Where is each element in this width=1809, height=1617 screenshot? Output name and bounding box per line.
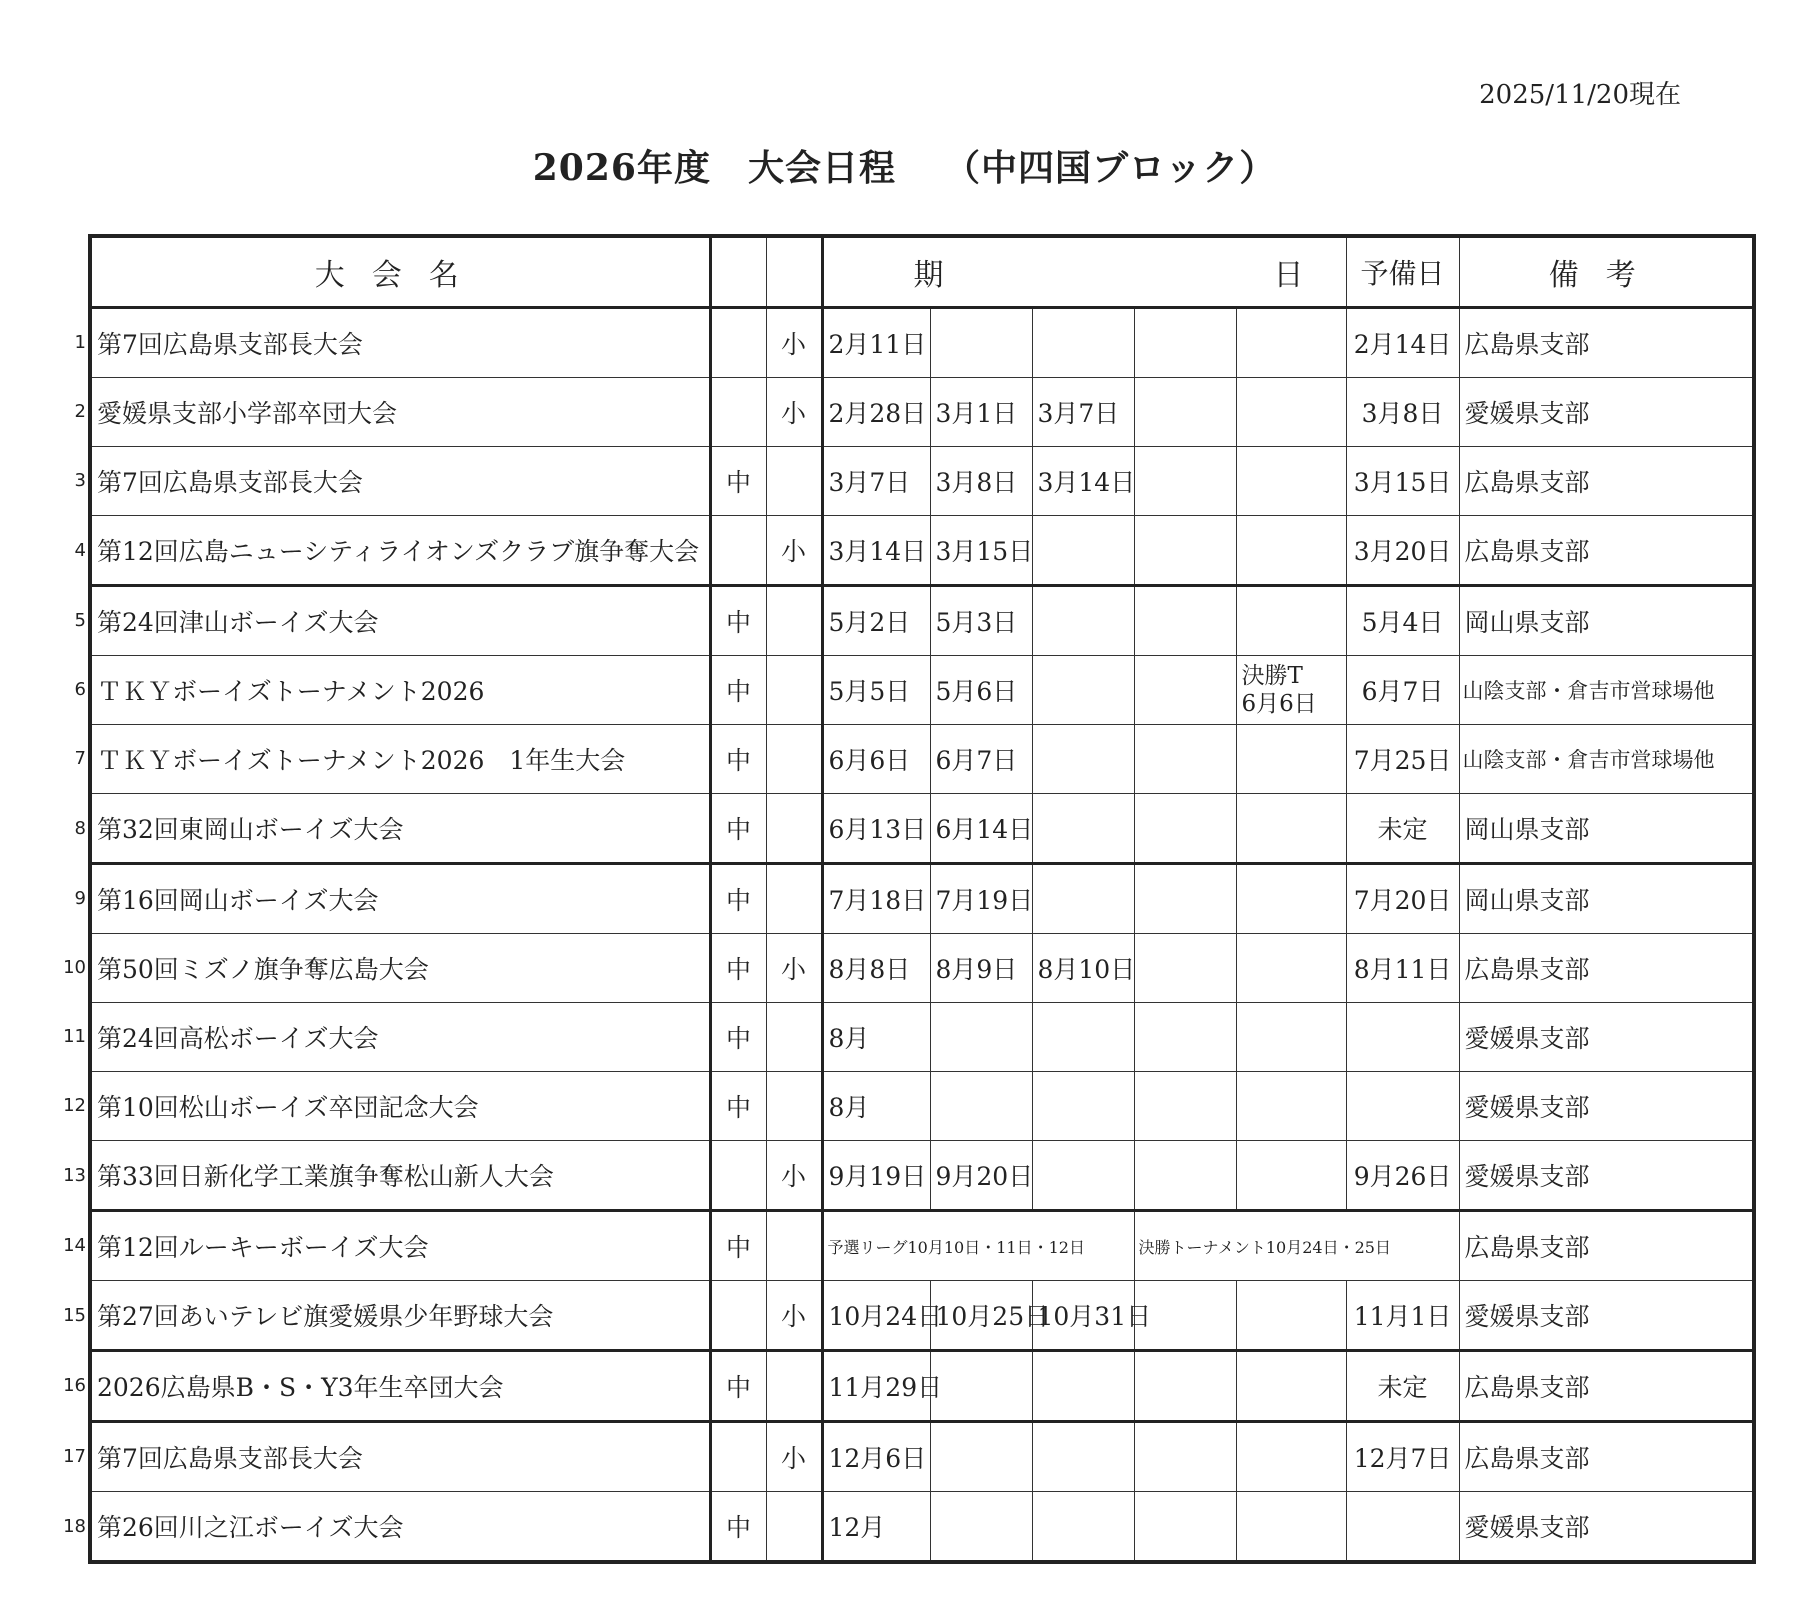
row-number: 11 [63, 1026, 86, 1047]
date-3 [1032, 864, 1134, 934]
tournament-name: 第27回あいテレビ旗愛媛県少年野球大会 [90, 1281, 710, 1351]
notes: 広島県支部 [1459, 1351, 1754, 1422]
date-4 [1134, 1351, 1236, 1422]
dates-prelim: 予選リーグ10月10日・11日・12日 [822, 1211, 1134, 1281]
notes: 広島県支部 [1459, 1422, 1754, 1492]
date-4 [1134, 447, 1236, 516]
date-2 [930, 1003, 1032, 1072]
date-2: 10月25日 [930, 1281, 1032, 1351]
row-number: 16 [63, 1375, 86, 1396]
table-row [90, 586, 1754, 656]
reserve-date: 未定 [1346, 794, 1459, 864]
date-2: 8月9日 [930, 934, 1032, 1003]
date-5 [1236, 1492, 1346, 1563]
notes: 愛媛県支部 [1459, 378, 1754, 447]
header-mid [710, 236, 766, 308]
date-2 [930, 1422, 1032, 1492]
reserve-date: 7月25日 [1346, 725, 1459, 794]
date-4 [1134, 378, 1236, 447]
elementary-flag [766, 1072, 822, 1141]
elementary-flag: 小 [766, 516, 822, 586]
tournament-name: ＴＫＹボーイズトーナメント2026 1年生大会 [90, 725, 710, 794]
header-notes: 備考 [1459, 236, 1754, 308]
elementary-flag [766, 1211, 822, 1281]
date-3 [1032, 725, 1134, 794]
date-3 [1032, 1072, 1134, 1141]
date-5 [1236, 1422, 1346, 1492]
tournament-name: 第33回日新化学工業旗争奪松山新人大会 [90, 1141, 710, 1211]
middle-school-flag [710, 1141, 766, 1211]
table-row [90, 864, 1754, 934]
elementary-flag [766, 725, 822, 794]
date-2: 6月7日 [930, 725, 1032, 794]
header-dates-right: 日 [1273, 258, 1304, 293]
date-3 [1032, 1492, 1134, 1563]
tournament-name: 愛媛県支部小学部卒団大会 [90, 378, 710, 447]
notes: 愛媛県支部 [1459, 1072, 1754, 1141]
date-3 [1032, 1351, 1134, 1422]
date-3 [1032, 1141, 1134, 1211]
date-5 [1236, 1141, 1346, 1211]
table-row [90, 1281, 1754, 1351]
tournament-name: 第10回松山ボーイズ卒団記念大会 [90, 1072, 710, 1141]
table-row [90, 1211, 1754, 1281]
date-5 [1236, 1281, 1346, 1351]
date-1: 8月 [822, 1003, 930, 1072]
middle-school-flag: 中 [710, 1072, 766, 1141]
date-1: 12月6日 [822, 1422, 930, 1492]
date-5 [1236, 378, 1346, 447]
date-5-line-1: 決勝T [1241, 663, 1303, 689]
reserve-date [1346, 1072, 1459, 1141]
date-4 [1134, 1422, 1236, 1492]
title-block: （中四国ブロック） [943, 147, 1277, 189]
reserve-date: 11月1日 [1346, 1281, 1459, 1351]
row-number: 14 [63, 1234, 86, 1256]
date-2 [930, 308, 1032, 378]
date-1: 6月13日 [822, 794, 930, 864]
elementary-flag [766, 447, 822, 516]
date-3 [1032, 308, 1134, 378]
row-number: 6 [74, 679, 86, 700]
table-row [90, 1492, 1754, 1563]
notes: 愛媛県支部 [1459, 1492, 1754, 1563]
table-row [90, 1141, 1754, 1211]
tournament-name: 第12回ルーキーボーイズ大会 [90, 1211, 710, 1281]
table-row [90, 308, 1754, 378]
header-name: 大会名 [90, 236, 710, 308]
as-of-date: 2025/11/20現在 [1479, 80, 1681, 110]
middle-school-flag: 中 [710, 586, 766, 656]
table-row [90, 656, 1754, 725]
date-5 [1236, 725, 1346, 794]
elementary-flag: 小 [766, 1141, 822, 1211]
table-row [90, 447, 1754, 516]
row-number: 10 [63, 957, 86, 978]
date-2 [930, 1072, 1032, 1141]
notes: 岡山県支部 [1459, 794, 1754, 864]
date-5 [1236, 1072, 1346, 1141]
reserve-date: 2月14日 [1346, 308, 1459, 378]
date-1: 8月8日 [822, 934, 930, 1003]
notes: 広島県支部 [1459, 308, 1754, 378]
date-2 [930, 1351, 1032, 1422]
tournament-name: 第12回広島ニューシティライオンズクラブ旗争奪大会 [90, 516, 710, 586]
date-2: 6月14日 [930, 794, 1032, 864]
date-2: 3月1日 [930, 378, 1032, 447]
reserve-date: 3月20日 [1346, 516, 1459, 586]
date-1: 5月5日 [822, 656, 930, 725]
table-row [90, 725, 1754, 794]
elementary-flag [766, 1492, 822, 1563]
elementary-flag [766, 586, 822, 656]
date-1: 8月 [822, 1072, 930, 1141]
date-4 [1134, 656, 1236, 725]
header-dates-left: 期 [913, 258, 944, 293]
middle-school-flag [710, 1422, 766, 1492]
row-number: 12 [63, 1095, 86, 1116]
table-row [90, 1003, 1754, 1072]
date-5-line-2: 6月6日 [1241, 691, 1317, 717]
middle-school-flag [710, 516, 766, 586]
table-body [90, 308, 1754, 1563]
date-2: 3月15日 [930, 516, 1032, 586]
date-3 [1032, 1003, 1134, 1072]
date-1: 5月2日 [822, 586, 930, 656]
middle-school-flag: 中 [710, 447, 766, 516]
tournament-name: 第24回高松ボーイズ大会 [90, 1003, 710, 1072]
dates-final: 決勝トーナメント10月24日・25日 [1134, 1211, 1459, 1281]
tournament-name: 第7回広島県支部長大会 [90, 1422, 710, 1492]
row-number: 2 [74, 401, 86, 422]
tournament-name: 第7回広島県支部長大会 [90, 308, 710, 378]
date-4 [1134, 586, 1236, 656]
elementary-flag [766, 864, 822, 934]
table-row [90, 934, 1754, 1003]
table-row [90, 1072, 1754, 1141]
tournament-name: 第7回広島県支部長大会 [90, 447, 710, 516]
page-title [0, 140, 1809, 191]
date-4 [1134, 1003, 1236, 1072]
date-1: 11月29日 [822, 1351, 930, 1422]
elementary-flag: 小 [766, 308, 822, 378]
row-number: 1 [74, 331, 86, 353]
elementary-flag: 小 [766, 1281, 822, 1351]
date-2: 3月8日 [930, 447, 1032, 516]
header-dates [822, 236, 1346, 308]
date-1: 12月 [822, 1492, 930, 1563]
date-5 [1236, 1351, 1346, 1422]
date-5 [1236, 1003, 1346, 1072]
reserve-date: 未定 [1346, 1351, 1459, 1422]
date-3: 3月14日 [1032, 447, 1134, 516]
date-5 [1236, 308, 1346, 378]
middle-school-flag [710, 308, 766, 378]
notes: 広島県支部 [1459, 934, 1754, 1003]
middle-school-flag: 中 [710, 725, 766, 794]
date-4 [1134, 725, 1236, 794]
tournament-name: 第32回東岡山ボーイズ大会 [90, 794, 710, 864]
date-5 [1236, 586, 1346, 656]
middle-school-flag [710, 378, 766, 447]
date-1: 9月19日 [822, 1141, 930, 1211]
date-1: 7月18日 [822, 864, 930, 934]
reserve-date: 3月8日 [1346, 378, 1459, 447]
notes: 山陰支部・倉吉市営球場他 [1459, 656, 1754, 725]
table-row [90, 794, 1754, 864]
date-5 [1236, 516, 1346, 586]
table-row [90, 1422, 1754, 1492]
table-row [90, 378, 1754, 447]
date-4 [1134, 308, 1236, 378]
header-row [90, 236, 1754, 308]
notes: 岡山県支部 [1459, 864, 1754, 934]
date-3 [1032, 516, 1134, 586]
notes: 広島県支部 [1459, 516, 1754, 586]
tournament-name: 第26回川之江ボーイズ大会 [90, 1492, 710, 1563]
middle-school-flag: 中 [710, 1211, 766, 1281]
date-3 [1032, 656, 1134, 725]
middle-school-flag: 中 [710, 656, 766, 725]
row-number: 13 [63, 1164, 86, 1186]
notes: 広島県支部 [1459, 447, 1754, 516]
date-2: 9月20日 [930, 1141, 1032, 1211]
reserve-date: 8月11日 [1346, 934, 1459, 1003]
date-2: 5月3日 [930, 586, 1032, 656]
elementary-flag: 小 [766, 1422, 822, 1492]
date-1: 2月28日 [822, 378, 930, 447]
date-4 [1134, 794, 1236, 864]
row-number: 8 [74, 817, 86, 839]
date-4 [1134, 864, 1236, 934]
header-elem [766, 236, 822, 308]
row-number: 5 [74, 609, 86, 631]
schedule-table [88, 234, 1756, 1564]
date-4 [1134, 1141, 1236, 1211]
date-5 [1236, 934, 1346, 1003]
middle-school-flag: 中 [710, 794, 766, 864]
reserve-date: 5月4日 [1346, 586, 1459, 656]
middle-school-flag: 中 [710, 1003, 766, 1072]
tournament-name: 第24回津山ボーイズ大会 [90, 586, 710, 656]
title-main: 2026年度 大会日程 [532, 147, 896, 189]
date-1: 2月11日 [822, 308, 930, 378]
date-5 [1236, 656, 1346, 725]
table-row [90, 516, 1754, 586]
tournament-name: 2026広島県B・S・Y3年生卒団大会 [90, 1351, 710, 1422]
date-4 [1134, 1492, 1236, 1563]
date-4 [1134, 516, 1236, 586]
date-2: 5月6日 [930, 656, 1032, 725]
date-2: 7月19日 [930, 864, 1032, 934]
date-5 [1236, 864, 1346, 934]
row-number: 18 [63, 1515, 86, 1537]
middle-school-flag: 中 [710, 864, 766, 934]
middle-school-flag: 中 [710, 1492, 766, 1563]
tournament-name: 第16回岡山ボーイズ大会 [90, 864, 710, 934]
reserve-date: 7月20日 [1346, 864, 1459, 934]
elementary-flag: 小 [766, 378, 822, 447]
reserve-date: 12月7日 [1346, 1422, 1459, 1492]
middle-school-flag: 中 [710, 934, 766, 1003]
notes: 愛媛県支部 [1459, 1281, 1754, 1351]
date-1: 3月14日 [822, 516, 930, 586]
middle-school-flag [710, 1281, 766, 1351]
header-reserve: 予備日 [1346, 236, 1459, 308]
elementary-flag [766, 1003, 822, 1072]
row-number: 9 [74, 887, 86, 909]
reserve-date [1346, 1492, 1459, 1563]
elementary-flag [766, 656, 822, 725]
date-1: 6月6日 [822, 725, 930, 794]
date-3 [1032, 1422, 1134, 1492]
notes: 愛媛県支部 [1459, 1141, 1754, 1211]
date-5 [1236, 794, 1346, 864]
row-number: 17 [63, 1445, 86, 1467]
elementary-flag: 小 [766, 934, 822, 1003]
date-1: 10月24日 [822, 1281, 930, 1351]
date-3: 8月10日 [1032, 934, 1134, 1003]
middle-school-flag: 中 [710, 1351, 766, 1422]
row-number: 4 [74, 539, 86, 561]
date-3: 3月7日 [1032, 378, 1134, 447]
row-number: 7 [74, 748, 86, 769]
elementary-flag [766, 794, 822, 864]
tournament-name: 第50回ミズノ旗争奪広島大会 [90, 934, 710, 1003]
row-number: 15 [63, 1304, 86, 1326]
notes: 広島県支部 [1459, 1211, 1754, 1281]
date-4 [1134, 934, 1236, 1003]
reserve-date: 9月26日 [1346, 1141, 1459, 1211]
elementary-flag [766, 1351, 822, 1422]
reserve-date: 3月15日 [1346, 447, 1459, 516]
notes: 山陰支部・倉吉市営球場他 [1459, 725, 1754, 794]
date-2 [930, 1492, 1032, 1563]
tournament-name: ＴＫＹボーイズトーナメント2026 [90, 656, 710, 725]
date-3: 10月31日 [1032, 1281, 1134, 1351]
date-5 [1236, 447, 1346, 516]
date-4 [1134, 1072, 1236, 1141]
reserve-date [1346, 1003, 1459, 1072]
row-number: 3 [74, 470, 86, 491]
date-3 [1032, 794, 1134, 864]
reserve-date: 6月7日 [1346, 656, 1459, 725]
table-row [90, 1351, 1754, 1422]
date-3 [1032, 586, 1134, 656]
date-1: 3月7日 [822, 447, 930, 516]
notes: 岡山県支部 [1459, 586, 1754, 656]
notes: 愛媛県支部 [1459, 1003, 1754, 1072]
